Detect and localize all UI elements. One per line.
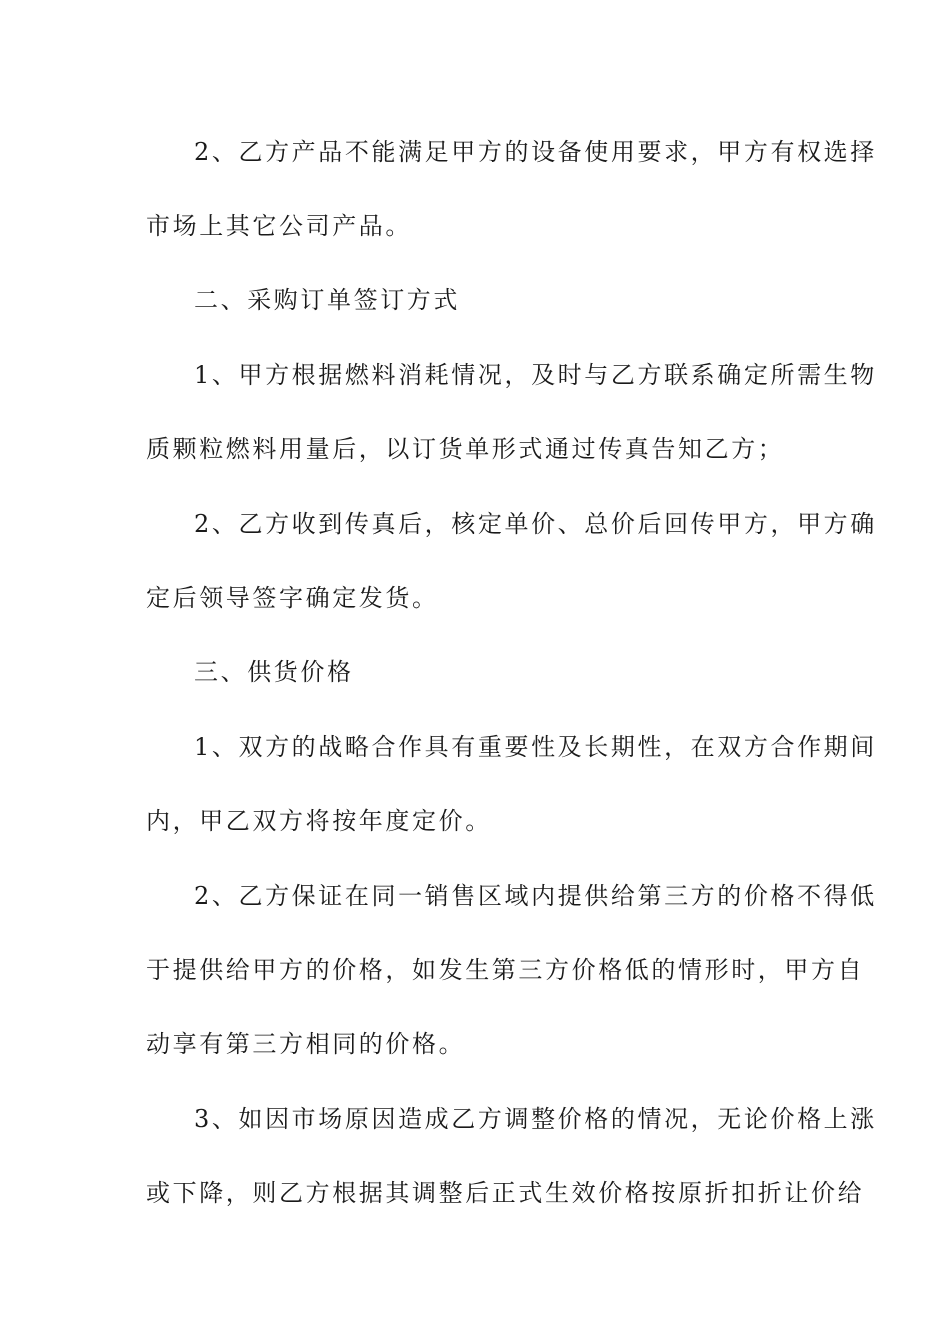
paragraph-line: 2、乙方收到传真后，核定单价、总价后回传甲方，甲方确 xyxy=(194,510,877,538)
paragraph-line: 1、双方的战略合作具有重要性及长期性，在双方合作期间 xyxy=(194,733,877,761)
paragraph-line: 内，甲乙双方将按年度定价。 xyxy=(146,807,492,835)
paragraph-line: 2、乙方保证在同一销售区域内提供给第三方的价格不得低 xyxy=(194,882,877,910)
section-heading: 三、供货价格 xyxy=(194,658,354,686)
paragraph-line: 于提供给甲方的价格，如发生第三方价格低的情形时，甲方自 xyxy=(146,956,865,984)
paragraph-line: 1、甲方根据燃料消耗情况，及时与乙方联系确定所需生物 xyxy=(194,361,877,389)
paragraph-line: 3、如因市场原因造成乙方调整价格的情况，无论价格上涨 xyxy=(194,1105,877,1133)
paragraph-line: 定后领导签字确定发货。 xyxy=(146,584,439,612)
paragraph-line: 或下降，则乙方根据其调整后正式生效价格按原折扣折让价给 xyxy=(146,1179,865,1207)
paragraph-line: 市场上其它公司产品。 xyxy=(146,212,412,240)
section-heading: 二、采购订单签订方式 xyxy=(194,286,460,314)
paragraph-line: 质颗粒燃料用量后，以订货单形式通过传真告知乙方； xyxy=(146,435,785,463)
paragraph-line: 动享有第三方相同的价格。 xyxy=(146,1030,466,1058)
paragraph-line: 2、乙方产品不能满足甲方的设备使用要求，甲方有权选择 xyxy=(194,138,877,166)
